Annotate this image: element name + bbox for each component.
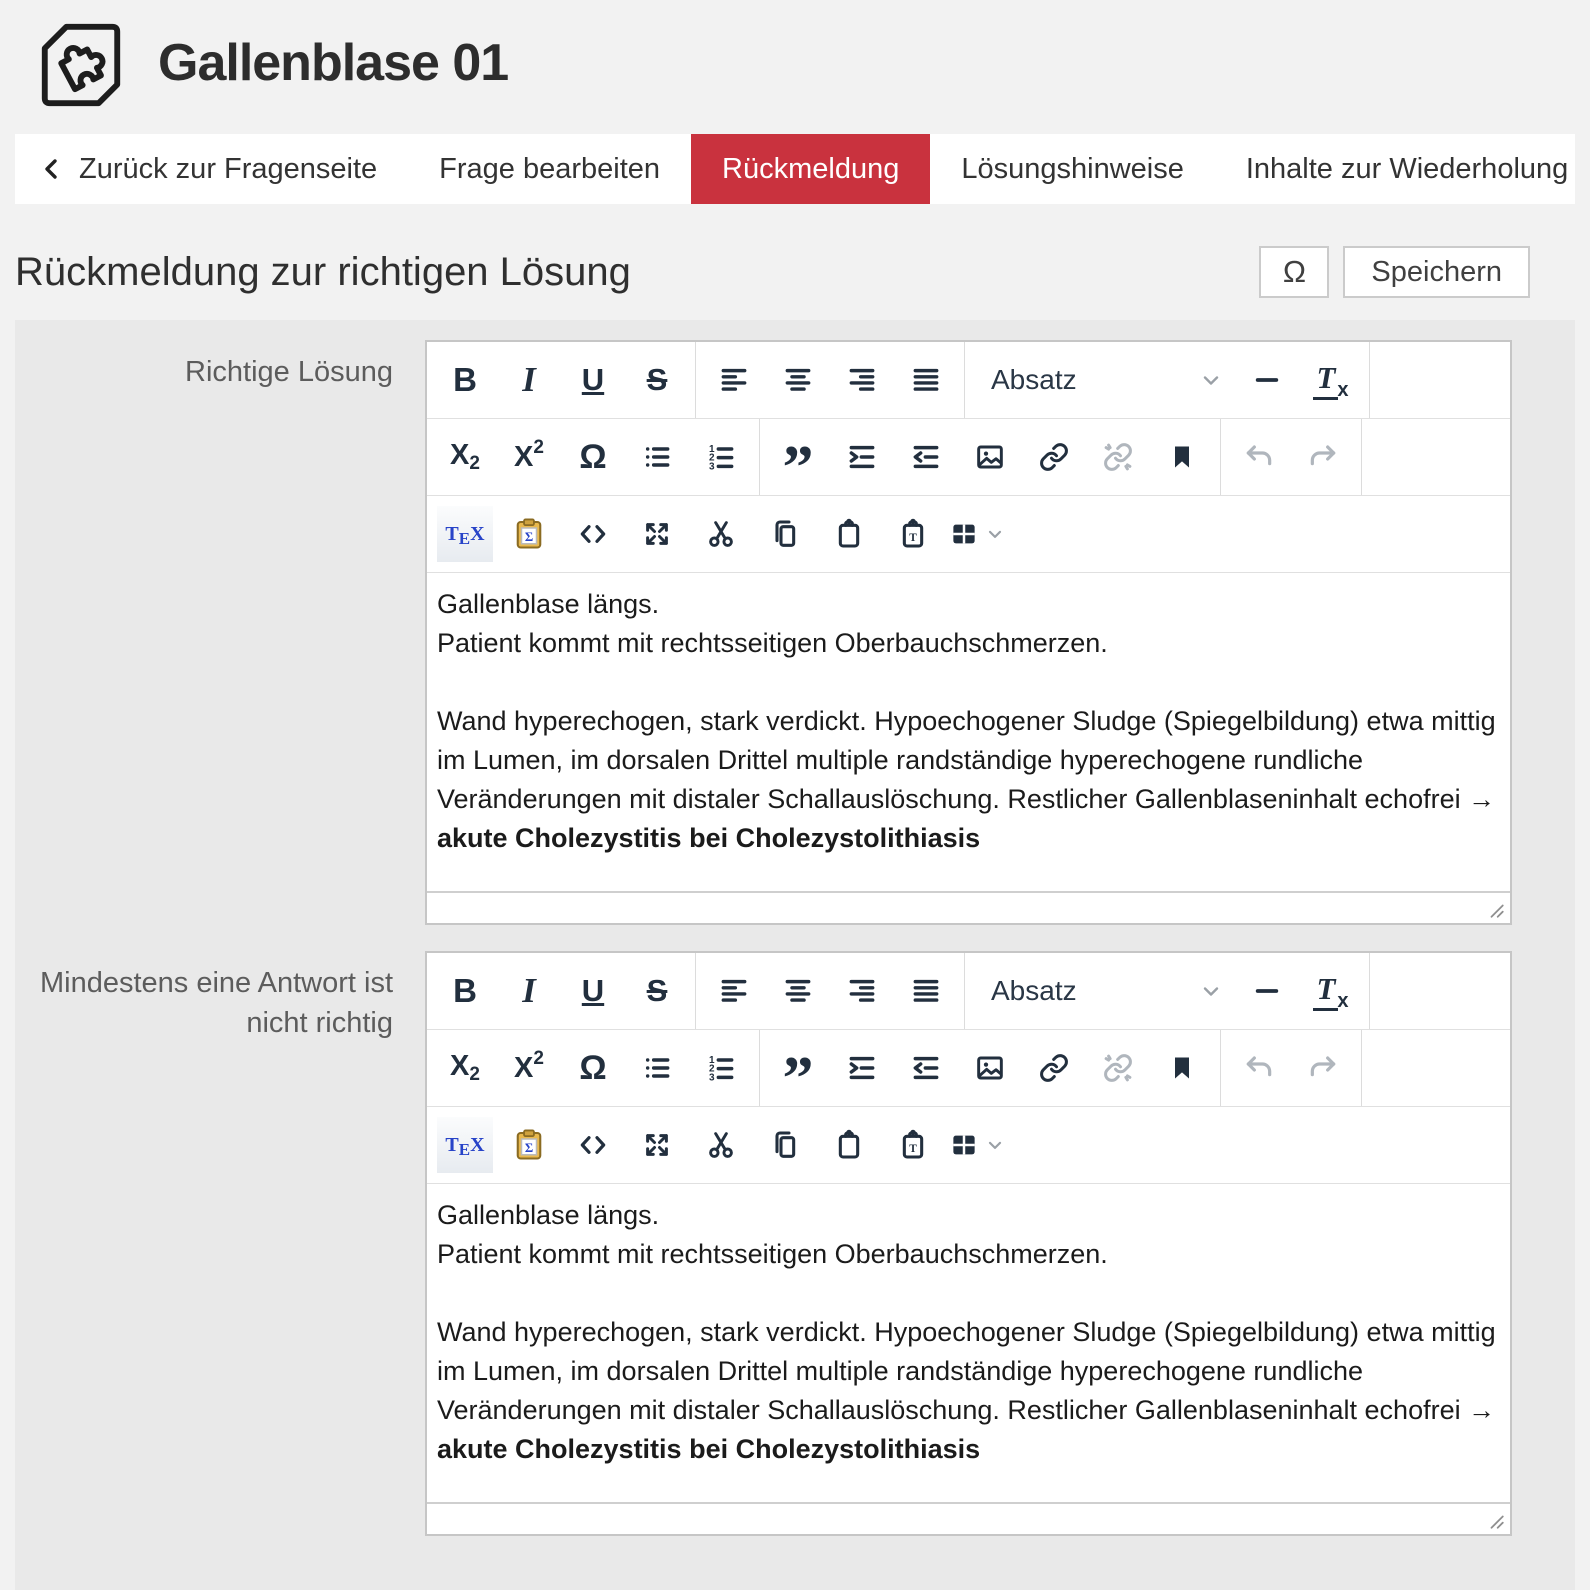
insert-image-button[interactable] — [958, 427, 1022, 487]
unlink-icon — [1103, 1053, 1133, 1083]
undo-button[interactable] — [1227, 1038, 1291, 1098]
svg-text:Σ: Σ — [524, 1140, 534, 1155]
sigma-clipboard-icon — [511, 516, 547, 552]
align-center-button[interactable] — [766, 350, 830, 410]
table-menu-chevron-icon — [985, 524, 1005, 544]
feedback-form-panel — [15, 320, 1575, 1590]
toolbar-row-2 — [427, 1030, 1510, 1107]
tab-feedback[interactable] — [691, 134, 930, 204]
align-left-button[interactable] — [702, 961, 766, 1021]
scissors-icon — [705, 1129, 737, 1161]
toolbar-row-3 — [427, 496, 1510, 573]
save-button[interactable]: Speichern — [1343, 246, 1530, 298]
paste-as-text-button[interactable] — [881, 504, 945, 564]
chevron-down-icon — [1199, 979, 1223, 1003]
horizontal-rule-button[interactable] — [1235, 961, 1299, 1021]
italic-icon: I — [522, 971, 536, 1010]
code-icon — [577, 518, 609, 550]
redo-button[interactable] — [1291, 427, 1355, 487]
page-header — [0, 0, 1590, 118]
superscript-icon: X 2 — [514, 1047, 544, 1084]
italic-icon: I — [522, 360, 536, 399]
field-label: Mindestens eine Antwort ist nicht richtig — [39, 967, 393, 1040]
image-icon — [974, 441, 1006, 473]
bullet-list-icon — [641, 1052, 673, 1084]
bookmark-icon — [1168, 1054, 1196, 1082]
numbered-list-icon — [705, 441, 737, 473]
math-paste-button[interactable] — [497, 504, 561, 564]
fullscreen-icon — [642, 1130, 672, 1160]
paste-button[interactable] — [817, 504, 881, 564]
toolbar-row-2 — [427, 419, 1510, 496]
insert-link-button[interactable] — [1022, 1038, 1086, 1098]
horizontal-rule-button[interactable] — [1235, 350, 1299, 410]
content-bold-diagnosis: akute Cholezystitis bei Cholezystolithiasis — [437, 823, 981, 853]
table-menu-chevron-icon — [985, 1135, 1005, 1155]
bold-button[interactable] — [433, 350, 497, 410]
tab-back-to-question-page[interactable] — [15, 134, 408, 204]
tab-label: Zurück zur Fragenseite — [79, 152, 378, 185]
strikethrough-button[interactable] — [625, 350, 689, 410]
paste-text-icon — [897, 1129, 929, 1161]
subscript-button[interactable] — [433, 1038, 497, 1098]
indent-button[interactable] — [830, 1038, 894, 1098]
richtext-editor — [425, 340, 1512, 925]
section-heading: Rückmeldung zur richtigen Lösung — [15, 249, 631, 294]
redo-icon — [1307, 441, 1339, 473]
italic-button[interactable] — [497, 350, 561, 410]
toolbar-row-1 — [427, 342, 1510, 419]
editor-statusbar — [427, 891, 1510, 923]
align-right-icon — [846, 975, 878, 1007]
copy-icon — [769, 1129, 801, 1161]
bullet-list-button[interactable] — [625, 1038, 689, 1098]
paragraph-format-select[interactable] — [971, 961, 1235, 1021]
tab-bar — [15, 134, 1575, 204]
unlink-button[interactable] — [1086, 427, 1150, 487]
numbered-list-icon — [705, 1052, 737, 1084]
subscript-icon: X 2 — [450, 439, 480, 474]
align-right-button[interactable] — [830, 961, 894, 1021]
insert-link-button[interactable] — [1022, 427, 1086, 487]
svg-text:T: T — [909, 532, 917, 545]
numbered-list-button[interactable] — [689, 427, 753, 487]
indent-button[interactable] — [830, 427, 894, 487]
outdent-icon — [910, 1052, 942, 1084]
anchor-button[interactable] — [1150, 427, 1214, 487]
align-justify-icon — [910, 364, 942, 396]
numbered-list-button[interactable] — [689, 1038, 753, 1098]
code-icon — [577, 1129, 609, 1161]
source-code-button[interactable] — [561, 504, 625, 564]
blockquote-button[interactable] — [766, 427, 830, 487]
tab-label: Rückmeldung — [722, 152, 900, 185]
special-character-button[interactable]: Ω — [1259, 246, 1329, 298]
svg-text:2: 2 — [709, 452, 715, 464]
special-character-toolbar-button[interactable] — [561, 427, 625, 487]
superscript-button[interactable] — [497, 427, 561, 487]
cut-button[interactable] — [689, 504, 753, 564]
unlink-button[interactable] — [1086, 1038, 1150, 1098]
editor-statusbar — [427, 1502, 1510, 1534]
sigma-clipboard-icon — [511, 1127, 547, 1163]
redo-icon — [1307, 1052, 1339, 1084]
chevron-left-icon — [41, 156, 65, 182]
bold-icon: B — [453, 972, 477, 1009]
clear-formatting-button[interactable] — [1299, 961, 1363, 1021]
paste-icon — [833, 1129, 865, 1161]
editor-content[interactable] — [427, 573, 1510, 891]
bullet-list-button[interactable] — [625, 427, 689, 487]
svg-text:T: T — [909, 1143, 917, 1156]
insert-image-button[interactable] — [958, 1038, 1022, 1098]
paragraph-format-select[interactable] — [971, 350, 1235, 410]
link-icon — [1039, 1053, 1069, 1083]
underline-button[interactable] — [561, 350, 625, 410]
align-justify-button[interactable] — [894, 961, 958, 1021]
align-left-icon — [718, 364, 750, 396]
bold-icon: B — [453, 361, 477, 398]
scissors-icon — [705, 518, 737, 550]
paste-as-text-button[interactable] — [881, 1115, 945, 1175]
toolbar-row-1 — [427, 953, 1510, 1030]
paste-icon — [833, 518, 865, 550]
blockquote-button[interactable] — [766, 1038, 830, 1098]
clear-formatting-icon: T x — [1313, 360, 1348, 400]
omega-icon: Ω — [579, 1048, 607, 1087]
editor-content[interactable] — [427, 1184, 1510, 1502]
indent-icon — [846, 441, 878, 473]
horizontal-rule-icon — [1251, 364, 1283, 396]
chevron-down-icon — [1199, 368, 1223, 392]
section-actions — [1259, 246, 1530, 298]
outdent-icon — [910, 441, 942, 473]
resize-handle[interactable] — [1487, 901, 1505, 919]
clear-formatting-icon: T x — [1313, 971, 1348, 1011]
tab-solution-hints[interactable] — [930, 134, 1214, 204]
section-bar — [15, 204, 1575, 320]
clear-formatting-button[interactable] — [1299, 350, 1363, 410]
math-paste-button[interactable] — [497, 1115, 561, 1175]
svg-text:1: 1 — [709, 1055, 715, 1067]
undo-button[interactable] — [1227, 427, 1291, 487]
tab-label: Lösungshinweise — [961, 152, 1184, 185]
content-bold-diagnosis: akute Cholezystitis bei Cholezystolithiasis — [437, 1434, 981, 1464]
bold-button[interactable] — [433, 961, 497, 1021]
redo-button[interactable] — [1291, 1038, 1355, 1098]
align-left-icon — [718, 975, 750, 1007]
toolbar-row-3 — [427, 1107, 1510, 1184]
strikethrough-icon: S — [646, 973, 668, 1008]
blockquote-icon: ” — [782, 437, 814, 477]
image-icon — [974, 1052, 1006, 1084]
copy-icon — [769, 518, 801, 550]
align-right-icon — [846, 364, 878, 396]
bookmark-icon — [1168, 443, 1196, 471]
align-center-button[interactable] — [766, 961, 830, 1021]
underline-icon: U — [581, 973, 605, 1008]
align-justify-icon — [910, 975, 942, 1007]
svg-text:3: 3 — [709, 1072, 715, 1084]
svg-text:Σ: Σ — [524, 529, 534, 544]
strikethrough-button[interactable] — [625, 961, 689, 1021]
copy-button[interactable] — [753, 1115, 817, 1175]
cut-button[interactable] — [689, 1115, 753, 1175]
align-left-button[interactable] — [702, 350, 766, 410]
content-paragraph: Wand hyperechogen, stark verdickt. Hypoechogener Sludge (Spiegelbildung) etwa mittig im Lumen, im dorsalen Drittel multiple randständige hyperechogene rundliche Veränderungen mit distaler Schallauslöschung. Restlicher Gallenblaseninhalt echofrei → — [437, 1317, 1496, 1425]
paste-text-icon — [897, 518, 929, 550]
undo-icon — [1243, 441, 1275, 473]
align-center-icon — [782, 975, 814, 1007]
field-label: Richtige Lösung — [185, 356, 393, 388]
resize-handle[interactable] — [1487, 1512, 1505, 1530]
table-icon — [949, 1130, 979, 1160]
tab-label: Inhalte zur Wiederholung — [1245, 152, 1569, 185]
bullet-list-icon — [641, 441, 673, 473]
strikethrough-icon: S — [646, 362, 668, 397]
content-paragraph: Wand hyperechogen, stark verdickt. Hypoechogener Sludge (Spiegelbildung) etwa mittig im Lumen, im dorsalen Drittel multiple randständige hyperechogene rundliche Veränderungen mit distaler Schallauslöschung. Restlicher Gallenblaseninhalt echofrei → — [437, 706, 1496, 814]
unlink-icon — [1103, 442, 1133, 472]
format-select-value: Absatz — [991, 364, 1077, 395]
tex-button[interactable] — [433, 504, 497, 564]
source-code-button[interactable] — [561, 1115, 625, 1175]
blockquote-icon: ” — [782, 1048, 814, 1088]
special-character-toolbar-button[interactable] — [561, 1038, 625, 1098]
table-button[interactable] — [945, 1115, 1009, 1175]
undo-icon — [1243, 1052, 1275, 1084]
subscript-button[interactable] — [433, 427, 497, 487]
tab-label: Frage bearbeiten — [439, 152, 661, 185]
svg-text:3: 3 — [709, 461, 715, 473]
content-line: Gallenblase längs. — [437, 1200, 660, 1230]
svg-text:2: 2 — [709, 1063, 715, 1075]
content-line: Patient kommt mit rechtsseitigen Oberbauchschmerzen. — [437, 1239, 1108, 1269]
tab-edit-question[interactable] — [408, 134, 691, 204]
richtext-editor — [425, 951, 1512, 1536]
subscript-icon: X 2 — [450, 1050, 480, 1085]
align-justify-button[interactable] — [894, 350, 958, 410]
blank-line — [437, 663, 1500, 702]
horizontal-rule-icon — [1251, 975, 1283, 1007]
link-icon — [1039, 442, 1069, 472]
paste-button[interactable] — [817, 1115, 881, 1175]
form-row — [15, 340, 1575, 925]
tex-icon: T E X — [437, 506, 493, 562]
superscript-button[interactable] — [497, 1038, 561, 1098]
content-line: Gallenblase längs. — [437, 589, 660, 619]
underline-icon: U — [581, 362, 605, 397]
outdent-button[interactable] — [894, 427, 958, 487]
tex-icon: T E X — [437, 1117, 493, 1173]
align-right-button[interactable] — [830, 350, 894, 410]
fullscreen-button[interactable] — [625, 1115, 689, 1175]
question-puzzle-icon — [34, 16, 128, 110]
format-select-value: Absatz — [991, 975, 1077, 1006]
tex-button[interactable] — [433, 1115, 497, 1175]
fullscreen-button[interactable] — [625, 504, 689, 564]
outdent-button[interactable] — [894, 1038, 958, 1098]
tab-repetition-content[interactable] — [1215, 134, 1590, 204]
italic-button[interactable] — [497, 961, 561, 1021]
content-line: Patient kommt mit rechtsseitigen Oberbauchschmerzen. — [437, 628, 1108, 658]
blank-line — [437, 1274, 1500, 1313]
anchor-button[interactable] — [1150, 1038, 1214, 1098]
svg-text:1: 1 — [709, 444, 715, 456]
indent-icon — [846, 1052, 878, 1084]
fullscreen-icon — [642, 519, 672, 549]
table-button[interactable] — [945, 504, 1009, 564]
copy-button[interactable] — [753, 504, 817, 564]
omega-icon: Ω — [579, 437, 607, 476]
page-title: Gallenblase 01 — [158, 34, 509, 92]
underline-button[interactable] — [561, 961, 625, 1021]
form-row — [15, 951, 1575, 1536]
align-center-icon — [782, 364, 814, 396]
table-icon — [949, 519, 979, 549]
superscript-icon: X 2 — [514, 436, 544, 473]
